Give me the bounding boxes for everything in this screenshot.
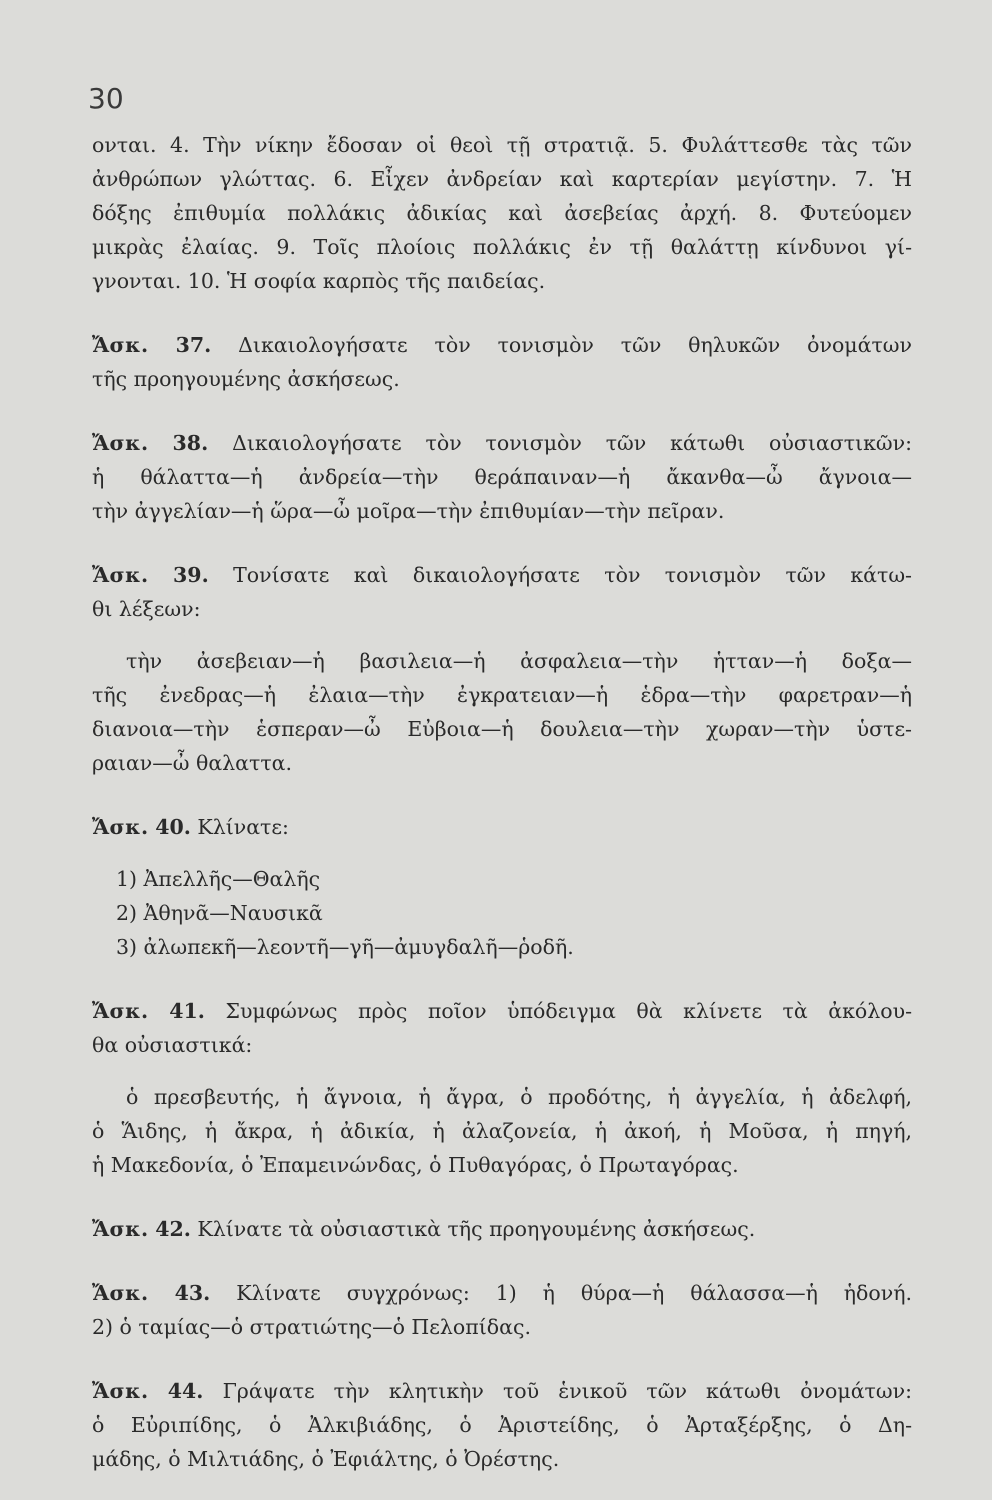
exercise-number: 42. — [155, 1217, 191, 1241]
exercise-38 — [92, 426, 912, 528]
exercise-number: 44. — [167, 1379, 204, 1403]
text-line: ἡ Μακεδονία, ὁ Ἐπαμεινώνδας, ὁ Πυθαγόρας, ὁ Πρωταγόρας. — [92, 1153, 739, 1177]
text-line: ὁ Ἅιδης, ἡ ἄκρα, ἡ ἀδικία, ἡ ἀλαζονεία, ἡ ἀκοή, ἡ Μοῦσα, ἡ πηγή, — [92, 1119, 912, 1143]
page-number: 30 — [88, 82, 124, 115]
text-line: δόξης ἐπιθυμία πολλάκις ἀδικίας καὶ ἀσεβείας ἀρχή. 8. Φυτεύομεν — [92, 201, 912, 225]
text-line: τὴν ἀσεβειαν—ἡ βασιλεια—ἡ ἀσφαλεια—τὴν ἡτταν—ἡ δοξα— — [126, 649, 912, 673]
exercise-instruction: Δικαιολογήσατε τὸν τονισμὸν τῶν θηλυκῶν ὀνομάτων — [238, 333, 912, 357]
exercise-label: Ἄσκ. — [92, 431, 149, 455]
exercise-number: 37. — [175, 333, 212, 357]
exercise-43 — [92, 1276, 912, 1344]
text-line — [92, 558, 912, 592]
exercise-number: 43. — [174, 1281, 211, 1305]
exercise-label: Ἄσκ. — [92, 1281, 149, 1305]
exercise-instruction: Συμφώνως πρὸς ποῖον ὑπόδειγμα θὰ κλίνετε τὰ ἀκόλου- — [225, 999, 912, 1023]
exercise-37 — [92, 328, 912, 396]
exercise-instruction: Κλίνατε συγχρόνως: 1) ἡ θύρα—ἡ θάλασσα—ἡ ἡδονή. — [236, 1281, 912, 1305]
exercise-41 — [92, 994, 912, 1182]
list-item: 2) Ἀθηνᾶ—Ναυσικᾶ — [116, 901, 323, 925]
exercise-label: Ἄσκ. — [92, 1217, 149, 1241]
text-line: ραιαν—ὦ θαλαττα. — [92, 751, 293, 775]
text-line — [92, 810, 912, 844]
text-line — [92, 994, 912, 1028]
text-line: θα οὐσιαστικά: — [92, 1033, 253, 1057]
text-line: θι λέξεων: — [92, 597, 201, 621]
text-line — [92, 1374, 912, 1408]
text-line — [92, 1276, 912, 1310]
exercise-label: Ἄσκ. — [92, 333, 149, 357]
text-line: ἀνθρώπων γλώττας. 6. Εἶχεν ἀνδρείαν καὶ καρτερίαν μεγίστην. 7. Ἡ — [92, 167, 912, 191]
list-item: 3) ἀλωπεκῆ—λεοντῆ—γῆ—ἀμυγδαλῆ—ῥοδῆ. — [116, 935, 574, 959]
text-line — [92, 328, 912, 362]
exercise-instruction: Κλίνατε τὰ οὐσιαστικὰ τῆς προηγουμένης ἀσκήσεως. — [197, 1217, 756, 1241]
text-line: τὴν ἀγγελίαν—ἡ ὥρα—ὦ μοῖρα—τὴν ἐπιθυμίαν—τὴν πεῖραν. — [92, 499, 725, 523]
exercise-instruction: Κλίνατε: — [197, 815, 289, 839]
text-line: μικρὰς ἐλαίας. 9. Τοῖς πλοίοις πολλάκις ἐν τῇ θαλάττῃ κίνδυνοι γί- — [92, 235, 912, 259]
exercise-instruction: Τονίσατε καὶ δικαιολογήσατε τὸν τονισμὸν τῶν κάτω- — [233, 563, 912, 587]
text-line: γνονται. 10. Ἡ σοφία καρπὸς τῆς παιδείας. — [92, 269, 546, 293]
exercise-39 — [92, 558, 912, 780]
text-line — [92, 1212, 912, 1246]
exercise-44 — [92, 1374, 912, 1476]
text-line: μάδης, ὁ Μιλτιάδης, ὁ Ἐφιάλτης, ὁ Ὀρέστης. — [92, 1447, 560, 1471]
exercise-label: Ἄσκ. — [92, 815, 149, 839]
exercise-number: 41. — [169, 999, 205, 1023]
exercise-42 — [92, 1212, 912, 1246]
text-line: ἡ θάλαττα—ἡ ἀνδρεία—τὴν θεράπαιναν—ἡ ἄκανθα—ὦ ἄγνοια— — [92, 465, 912, 489]
exercise-label: Ἄσκ. — [92, 563, 149, 587]
exercise-instruction: Γράψατε τὴν κλητικὴν τοῦ ἑνικοῦ τῶν κάτωθι ὀνομάτων: — [222, 1379, 912, 1403]
list-item: 1) Ἀπελλῆς—Θαλῆς — [116, 867, 321, 891]
text-line: ονται. 4. Τὴν νίκην ἔδοσαν οἱ θεοὶ τῇ στρατιᾷ. 5. Φυλάττεσθε τὰς τῶν — [92, 133, 912, 157]
text-line: τῆς προηγουμένης ἀσκήσεως. — [92, 367, 400, 391]
text-line: ὁ Εὐριπίδης, ὁ Ἀλκιβιάδης, ὁ Ἀριστείδης, ὁ Ἀρταξέρξης, ὁ Δη- — [92, 1413, 912, 1437]
text-line: ὁ πρεσβευτής, ἡ ἄγνοια, ἡ ἄγρα, ὁ προδότης, ἡ ἀγγελία, ἡ ἀδελφή, — [126, 1085, 912, 1109]
text-line — [92, 426, 912, 460]
text-line: 2) ὁ ταμίας—ὁ στρατιώτης—ὁ Πελοπίδας. — [92, 1315, 531, 1339]
intro-paragraph — [92, 128, 912, 298]
exercise-number: 39. — [173, 563, 209, 587]
text-line: διανοια—τὴν ἑσπεραν—ὦ Εὐβοια—ἡ δουλεια—τὴν χωραν—τὴν ὑστε- — [92, 717, 912, 741]
exercise-number: 40. — [155, 815, 191, 839]
exercise-number: 38. — [172, 431, 209, 455]
text-line: τῆς ἐνεδρας—ἡ ἐλαια—τὴν ἐγκρατειαν—ἡ ἑδρα—τὴν φαρετραν—ἡ — [92, 683, 912, 707]
exercise-instruction: Δικαιολογήσατε τὸν τονισμὸν τῶν κάτωθι οὐσιαστικῶν: — [232, 431, 912, 455]
exercise-40 — [92, 810, 912, 964]
exercise-label: Ἄσκ. — [92, 999, 149, 1023]
exercise-label: Ἄσκ. — [92, 1379, 149, 1403]
page-content — [92, 128, 912, 1476]
